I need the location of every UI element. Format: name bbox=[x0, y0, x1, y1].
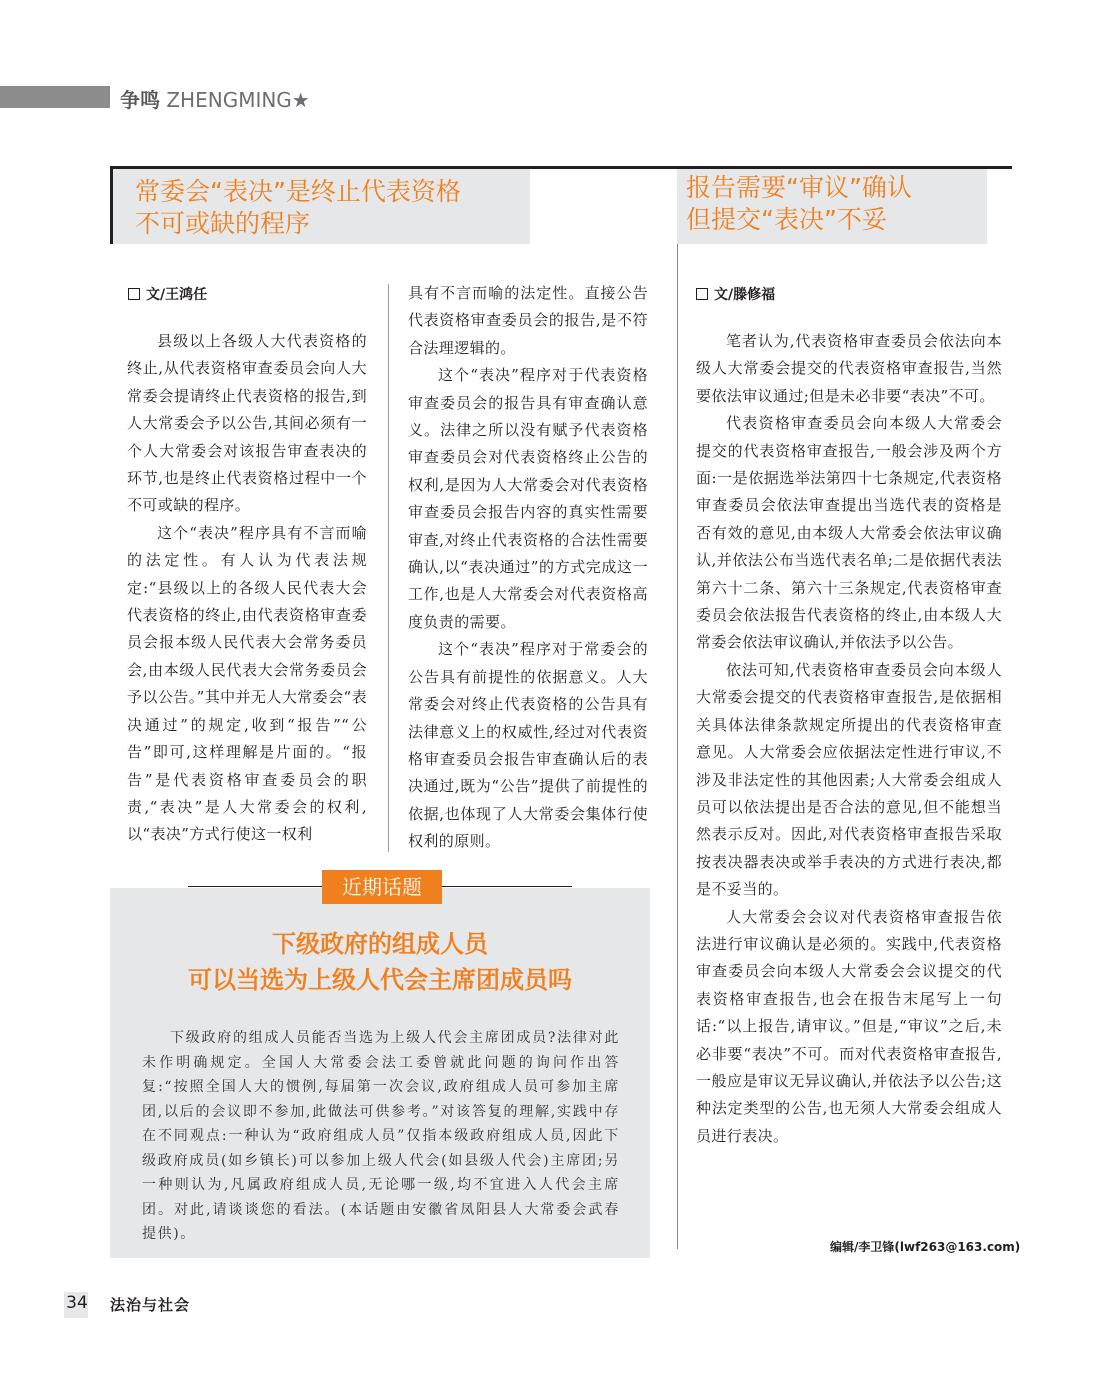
topic-question bbox=[142, 1026, 620, 1247]
paragraph: 依法可知,代表资格审查委员会向本级人大常委会提交的代表资格审查报告,是依据相关具体法律条款规定所提出的代表资格审查意见。人大常委会应依据法定性进行审议,不涉及非法定性的其他因素;人大常委会组成人员可以依法提出是否合法的意见,但不能想当然表示反对。因此,对代表资格审查报告采取按表决器表决或举手表决的方式进行表决,都是不妥当的。 bbox=[696, 660, 1002, 899]
paragraph: 人大常委会会议对代表资格审查报告依法进行审议确认是必须的。实践中,代表资格审查委员会向本级人大常委会会议提交的代表资格审查报告,也会在报告末尾写上一句话:“以上报告,请审议。”但是,“审议”之后,未必非要“表决”不可。而对代表资格审查报告,一般应是审议无异议确认,并依法予以公告;这种法定类型的公告,也无须人大常委会组成人员进行表决。 bbox=[696, 907, 1002, 1145]
left-article-title bbox=[135, 176, 461, 240]
magazine-name: 法治与社会 bbox=[110, 1296, 191, 1314]
paragraph: 具有不言而喻的法定性。直接公告代表资格审查委员会的报告,是不符合法理逻辑的。 bbox=[408, 284, 648, 357]
checkbox-square-icon bbox=[696, 288, 708, 300]
left-author: 文/王鸿任 bbox=[146, 287, 208, 303]
paragraph: 笔者认为,代表资格审查委员会依法向本级人大常委会提交的代表资格审查报告,当然要依法审议通过;但是未必非要“表决”不可。 bbox=[696, 332, 1002, 405]
paragraph: 这个“表决”程序对于常委会的公告具有前提性的依据意义。人大常委会对终止代表资格的公告具有法律意义上的权威性,经过对代表资格审查委员会报告审查确认后的表决通过,既为“公告”提供了前提性的依据,也体现了人大常委会集体行使权利的原则。 bbox=[408, 640, 648, 851]
section-header bbox=[120, 84, 310, 113]
section-name-cn: 争鸣 bbox=[120, 88, 160, 112]
paragraph: 县级以上各级人大代表资格的终止,从代表资格审查委员会向人大常委会提请终止代表资格的报告,到人大常委会予以公告,其间必须有一个人大常委会对该报告审查表决的环节,也是终止代表资格过程中一个不可或缺的程序。 bbox=[127, 332, 367, 515]
topic-badge: 近期话题 bbox=[322, 870, 442, 904]
paragraph: 代表资格审查委员会向本级人大常委会提交的代表资格审查报告,一般会涉及两个方面:一是依据选举法第四十七条规定,代表资格审查委员会依法审查提出当选代表的资格是否有效的意见,由本级人大常委会依法审议确认,并依法公布当选代表名单;二是依据代表法第六十二条、第六十三条规定,代表资格审查委员会依法报告代表资格的终止,由本级人大常委会依法审议确认,并依法予以公告。 bbox=[696, 414, 1002, 652]
left-byline bbox=[128, 284, 207, 304]
right-article-title bbox=[686, 172, 912, 236]
left-title-line1: 常委会“表决”是终止代表资格 bbox=[135, 177, 461, 206]
topic-title-line1: 下级政府的组成人员 bbox=[272, 930, 488, 958]
section-name-en: ZHENGMING★ bbox=[166, 88, 310, 112]
right-title-line1: 报告需要“审议”确认 bbox=[686, 173, 912, 202]
left-title-accent-bar bbox=[110, 169, 113, 244]
left-article-column-1 bbox=[127, 328, 367, 849]
right-author: 文/滕修福 bbox=[714, 287, 776, 303]
left-title-line2: 不可或缺的程序 bbox=[135, 209, 311, 238]
topic-title-line2: 可以当选为上级人代会主席团成员吗 bbox=[188, 966, 572, 994]
right-title-line2: 但提交“表决”不妥 bbox=[686, 205, 887, 234]
topic-title bbox=[110, 926, 650, 998]
checkbox-square-icon bbox=[128, 288, 140, 300]
inner-column-divider bbox=[388, 284, 389, 852]
paragraph: 这个“表决”程序具有不言而喻的法定性。有人认为代表法规定:“县级以上的各级人民代表大会代表资格的终止,由代表资格审查委员会报本级人民代表大会常务委员会,由本级人民代表大会常务委员会予以公告。”其中并无人大常委会“表决通过”的规定,收到“报告”“公告”即可,这样理解是片面的。“报告”是代表资格审查委员会的职责,“表决”是人大常委会的权利,以“表决”方式行使这一权利 bbox=[127, 523, 367, 844]
page-number: 34 bbox=[66, 1293, 88, 1313]
right-byline bbox=[696, 284, 775, 304]
right-article-body bbox=[696, 328, 1002, 1150]
topic-body: 下级政府的组成人员能否当选为上级人代会主席团成员?法律对此未作明确规定。全国人大常委会法工委曾就此问题的询问作出答复:“按照全国人大的惯例,每届第一次会议,政府组成人员可参加主席团,以后的会议即不参加,此做法可供参考。”对该答复的理解,实践中存在不同观点:一种认为“政府组成人员”仅指本级政府组成人员,因此下级政府成员(如乡镇长)可以参加上级人代会(如县级人代会)主席团;另一种则认为,凡属政府组成人员,无论哪一级,均不宜进入人代会主席团。对此,请谈谈您的看法。(本话题由安徽省凤阳县人大常委会武春提供)。 bbox=[142, 1030, 620, 1242]
paragraph: 这个“表决”程序对于代表资格审查委员会的报告具有审查确认意义。法律之所以没有赋予代表资格审查委员会对代表资格终止公告的权利,是因为人大常委会对代表资格审查委员会报告内容的真实性需要审查,对终止代表资格的合法性需要确认,以“表决通过”的方式完成这一工作,也是人大常委会对代表资格高度负责的需要。 bbox=[408, 366, 648, 631]
column-divider bbox=[677, 169, 678, 1249]
section-bar bbox=[0, 86, 110, 108]
editor-credit: 编辑/李卫锋(lwf263@163.com) bbox=[830, 1240, 1021, 1254]
left-article-column-2 bbox=[408, 280, 648, 856]
